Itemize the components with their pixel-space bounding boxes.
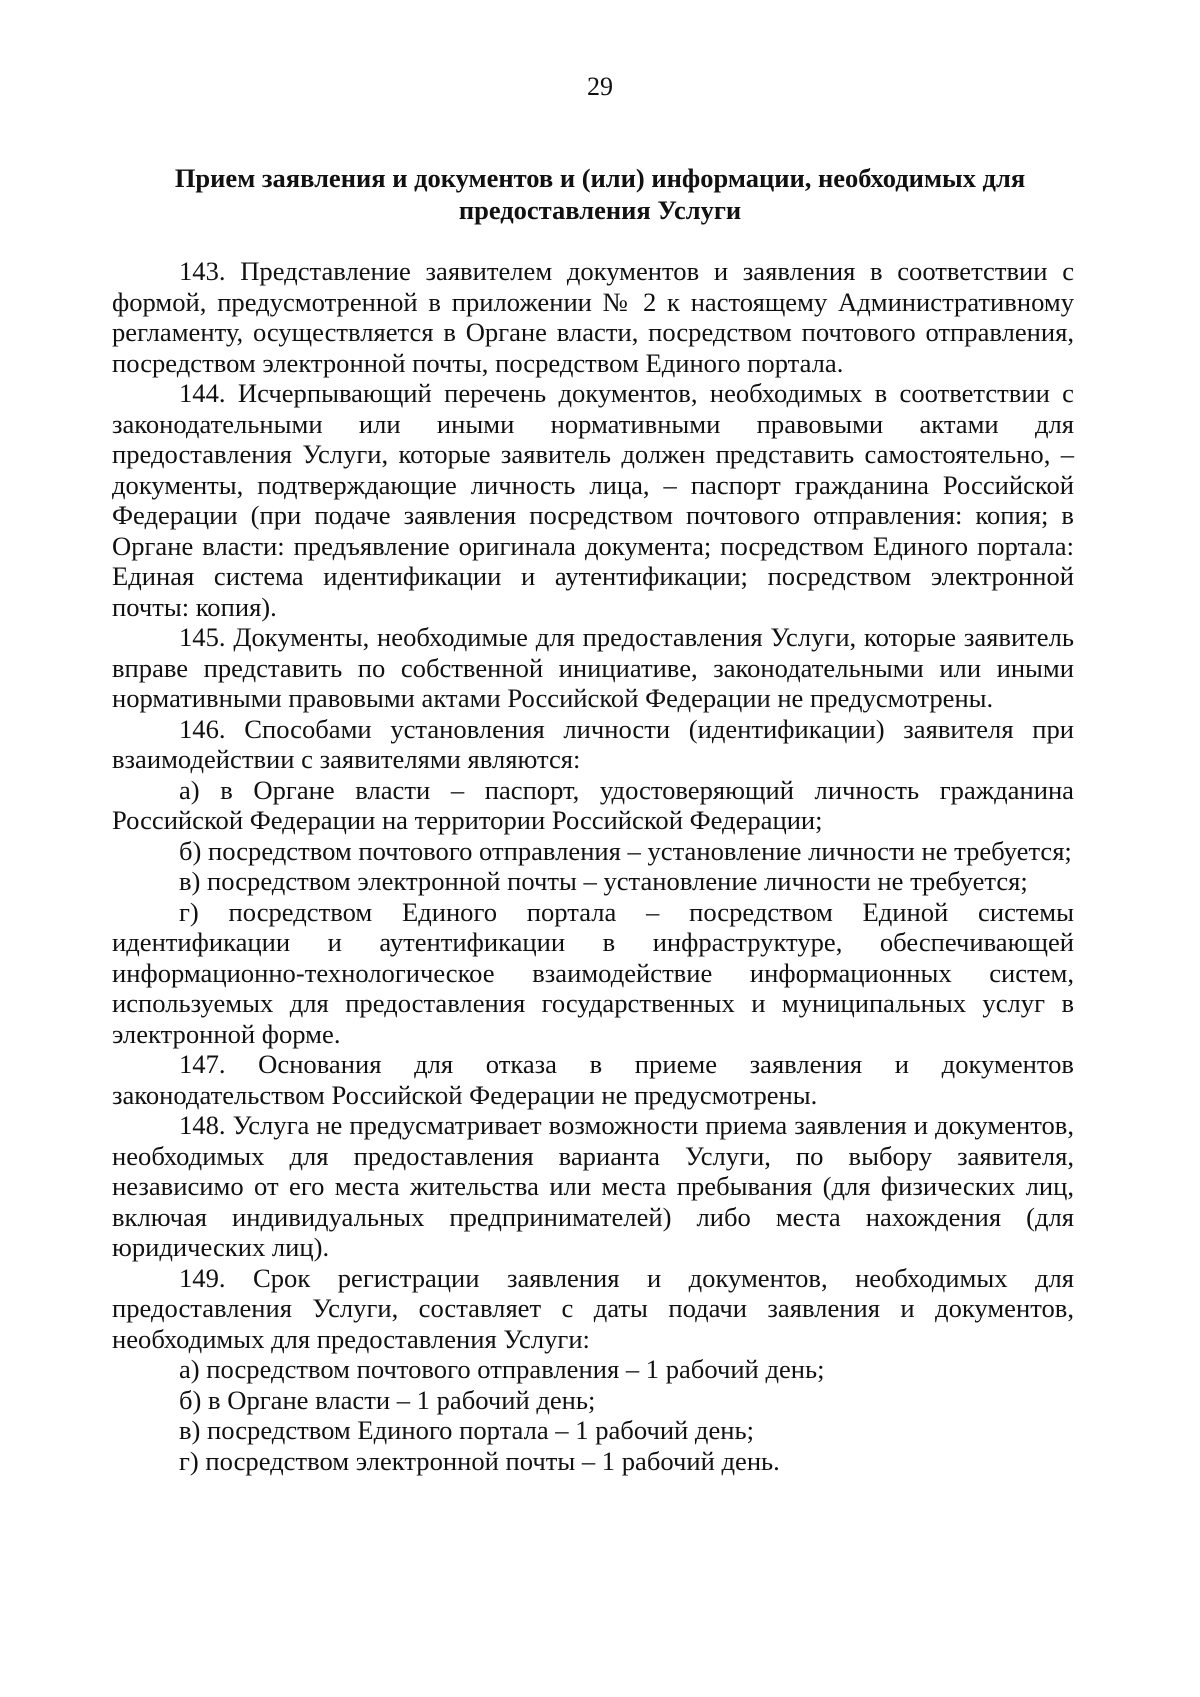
paragraph-145: 145. Документы, необходимые для предоставления Услуги, которые заявитель вправе представить по собственной инициативе, законодательными или иными нормативными правовыми актами Российской Федерации не предусмотрены. [112, 622, 1074, 713]
paragraph-143: 143. Представление заявителем документов и заявления в соответствии с формой, предусмотренной в приложении № 2 к настоящему Административному регламенту, осуществляется в Органе власти, посредством почтового отправления, посредством электронной почты, посредством Единого портала. [112, 256, 1074, 378]
paragraph-147: 147. Основания для отказа в приеме заявления и документов законодательством Российской Федерации не предусмотрены. [112, 1049, 1074, 1110]
paragraph-148: 148. Услуга не предусматривает возможности приема заявления и документов, необходимых для предоставления варианта Услуги, по выбору заявителя, независимо от его места жительства или места пребывания (для физических лиц, включая индивидуальных предпринимателей) либо места нахождения (для юридических лиц). [112, 1110, 1074, 1262]
paragraph-146: 146. Способами установления личности (идентификации) заявителя при взаимодействии с заявителями являются: [112, 713, 1074, 774]
list-item-146-a: а) в Органе власти – паспорт, удостоверяющий личность гражданина Российской Федерации на территории Российской Федерации; [112, 774, 1074, 835]
list-item-149-g: г) посредством электронной почты – 1 рабочий день. [179, 1445, 780, 1476]
list-item-146-b: б) посредством почтового отправления – установление личности не требуется; [179, 835, 1072, 866]
list-item-149-a: а) посредством почтового отправления – 1 рабочий день; [179, 1354, 825, 1384]
list-item-146-v: в) посредством электронной почты – установление личности не требуется; [179, 866, 1028, 896]
section-title-line-1: Прием заявления и документов и (или) информации, необходимых для [174, 163, 1026, 193]
section-title [150, 162, 1050, 226]
list-item-146-g: г) посредством Единого портала – посредством Единой системы идентификации и аутентификации в инфраструктуре, обеспечивающей информационно-технологическое взаимодействие информационных систем, используемых для предоставления государственных и муниципальных услуг в электронной форме. [112, 896, 1074, 1049]
paragraph-149: 149. Срок регистрации заявления и документов, необходимых для предоставления Услуги, составляет с даты подачи заявления и документов, необходимых для предоставления Услуги: [112, 1262, 1074, 1354]
page-number: 29 [587, 72, 613, 101]
list-item-149-v: в) посредством Единого портала – 1 рабочий день; [179, 1415, 755, 1445]
paragraph-144: 144. Исчерпывающий перечень документов, необходимых в соответствии с законодательными или иными нормативными правовыми актами для предоставления Услуги, которые заявитель должен представить самостоятельно, – документы, подтверждающие личность лица, – паспорт гражданина Российской Федерации (при подаче заявления посредством почтового отправления: копия; в Органе власти: предъявление оригинала документа; посредством Единого портала: Единая система идентификации и аутентификации; посредством электронной почты: копия). [112, 378, 1074, 622]
section-title-line-2: предоставления Услуги [458, 195, 742, 225]
list-item-149-b: б) в Органе власти – 1 рабочий день; [179, 1384, 596, 1415]
document-body [112, 256, 1074, 1476]
